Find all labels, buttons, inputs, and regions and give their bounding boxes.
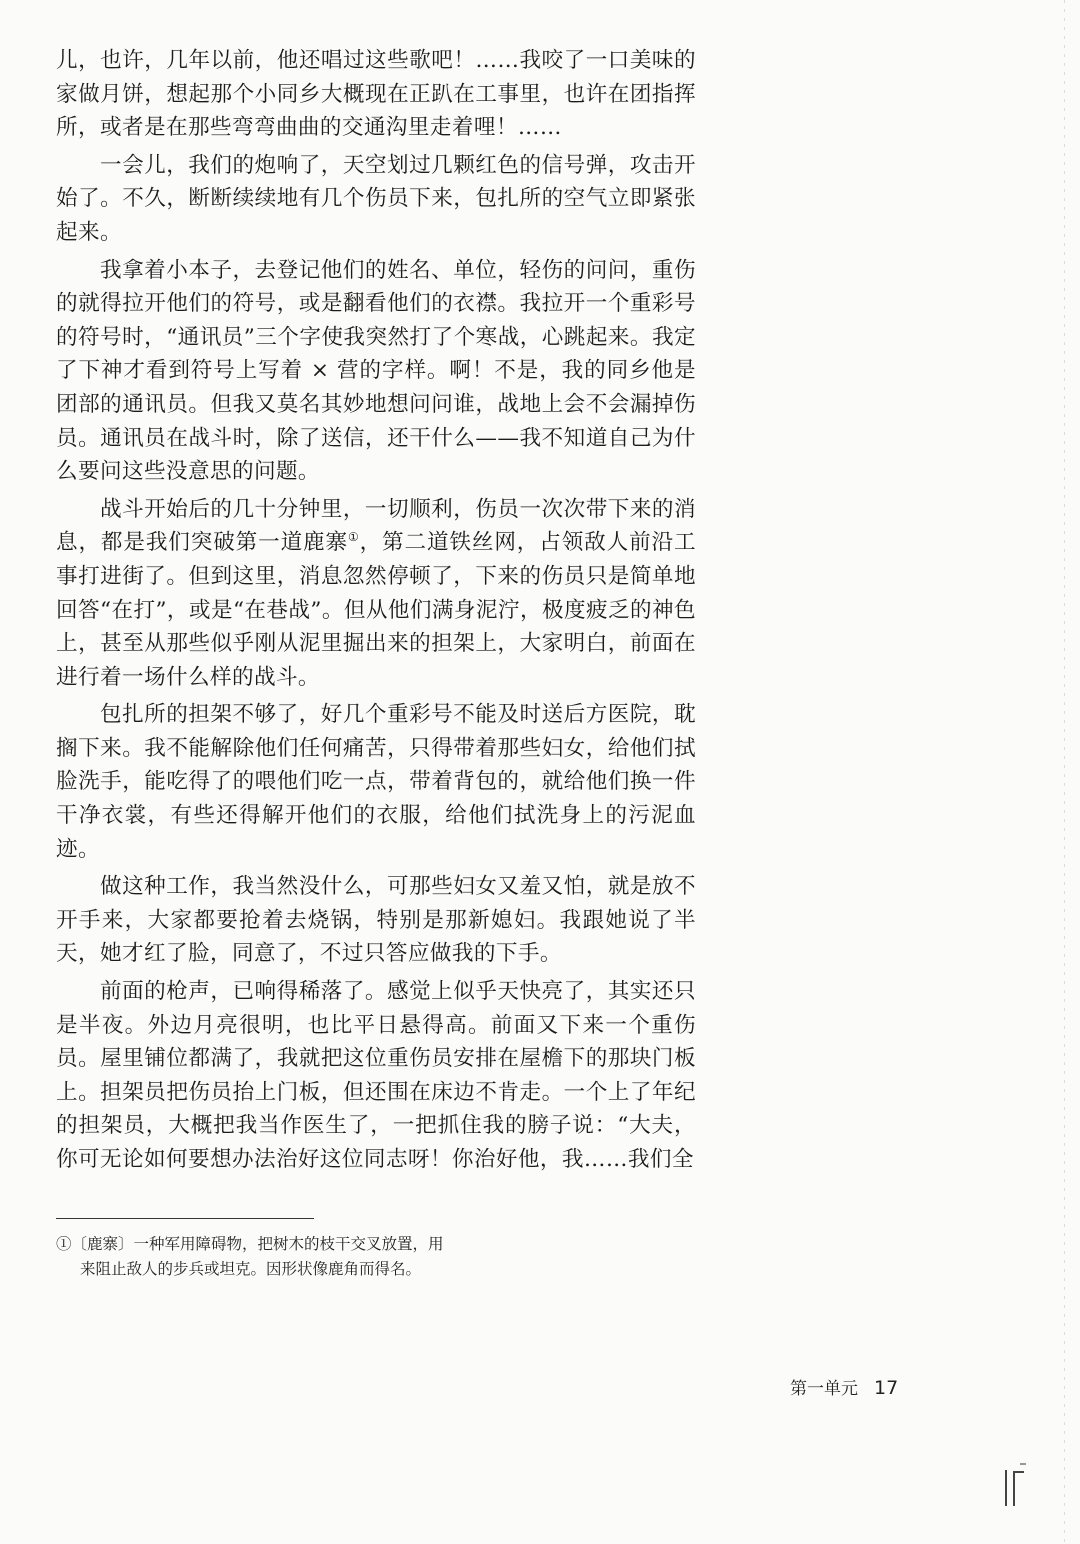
paragraph-6: 做这种工作，我当然没什么，可那些妇女又羞又怕，就是放不开手来，大家都要抢着去烧锅，特别是那新媳妇。我跟她说了半天，她才红了脸，同意了，不过只答应做我的下手。 [56,874,696,967]
footnote-divider [56,1218,314,1219]
scan-artifact-mark [1000,1462,1028,1508]
footnote-body [56,1232,446,1282]
footnote-text: 一种军用障碍物，把树木的枝干交叉放置，用来阻止敌人的步兵或坦克。因形状像鹿角而得名。 [80,1235,444,1278]
footnote-reference-marker: ① [347,530,360,545]
scan-edge-shadow [1064,0,1065,1544]
footnote-term: 〔鹿寨〕 [71,1235,134,1253]
paragraph-2: 一会儿，我们的炮响了，天空划过几颗红色的信号弹，攻击开始了。不久，断断续续地有几个伤员下来，包扎所的空气立即紧张起来。 [56,152,696,245]
paragraph-4 [56,493,696,695]
paragraph-3: 我拿着小本子，去登记他们的姓名、单位，轻伤的问问，重伤的就得拉开他们的符号，或是翻看他们的衣襟。我拉开一个重彩号的符号时，“通讯员”三个字使我突然打了个寒战，心跳起来。我定了下神才看到符号上写着 × 营的字样。啊！不是，我的同乡他是团部的通讯员。但我又莫名其妙地想问问谁，战地上会不会漏掉伤员。通讯员在战斗时，除了送信，还干什么——我不知道自己为什么要问这些没意思的问题。 [56,257,696,485]
paragraph-7: 前面的枪声，已响得稀落了。感觉上似乎天快亮了，其实还只是半夜。外边月亮很明，也比平日悬得高。前面又下来一个重伤员。屋里铺位都满了，我就把这位重伤员安排在屋檐下的那块门板上。担架员把伤员抬上门板，但还围在床边不肯走。一个上了年纪的担架员，大概把我当作医生了，一把抓住我的膀子说：“大夫，你可无论如何要想办法治好这位同志呀！你治好他，我……我们全 [56,979,696,1172]
footnote [56,1232,446,1282]
page-footer [790,1374,898,1399]
paragraph-4-text-after: ，第二道铁丝网，占领敌人前沿工事打进街了。但到这里，消息忽然停顿了，下来的伤员只是简单地回答“在打”，或是“在巷战”。但从他们满身泥泞，极度疲乏的神色上，甚至从那些似乎刚从泥里掘出来的担架上，大家明白，前面在进行着一场什么样的战斗。 [56,530,696,690]
body-text [56,44,696,1181]
paragraph-5: 包扎所的担架不够了，好几个重彩号不能及时送后方医院，耽搁下来。我不能解除他们任何痛苦，只得带着那些妇女，给他们拭脸洗手，能吃得了的喂他们吃一点，带着背包的，就给他们换一件干净衣裳，有些还得解开他们的衣服，给他们拭洗身上的污泥血迹。 [56,702,696,862]
footnote-marker: ① [56,1235,72,1253]
page-number: 17 [874,1377,899,1399]
paragraph-1: 儿，也许，几年以前，他还唱过这些歌吧！……我咬了一口美味的家做月饼，想起那个小同乡大概现在正趴在工事里，也许在团指挥所，或者是在那些弯弯曲曲的交通沟里走着哩！…… [56,48,696,141]
paragraph-4-text-before: 战斗开始后的几十分钟里，一切顺利，伤员一次次带下来的消息，都是我们突破第一道鹿寨 [56,496,696,556]
unit-label: 第一单元 [790,1379,858,1399]
